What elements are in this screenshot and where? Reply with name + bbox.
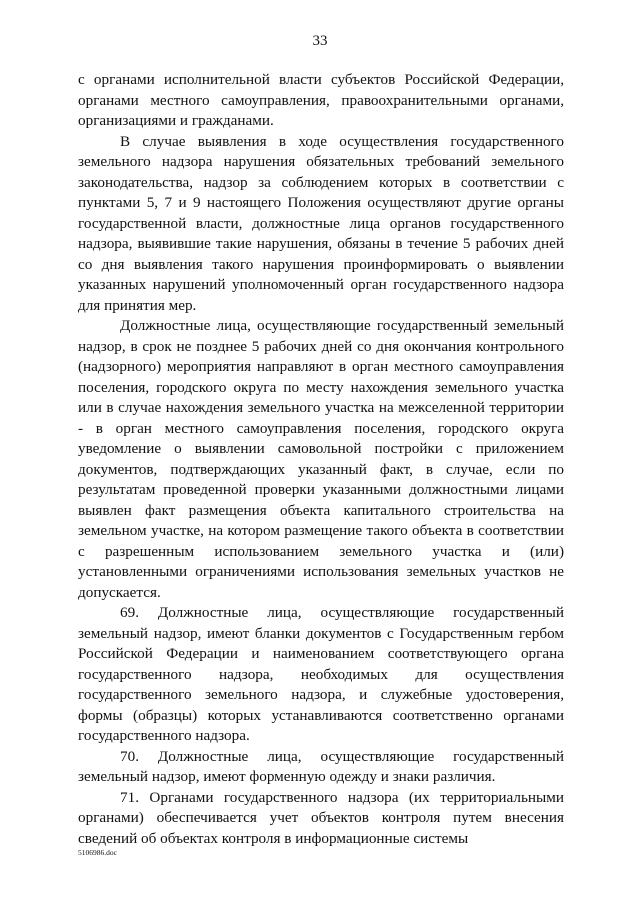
paragraph-item-71: 71. Органами государственного надзора (их территориальными органами) обеспечивается учет объектов контроля путем внесения сведений об объектах контроля в информационные системы: [78, 788, 564, 847]
paragraph-violation-reporting: В случае выявления в ходе осуществления государственного земельного надзора нарушения обязательных требований земельного законодательства, надзор за соблюдением которых в соответствии с пунктами 5, 7 и 9 настоящего Положения осуществляют другие органы государственной власти, должностные лица органов государственного надзора, выявившие такие нарушения, обязаны в течение 5 рабочих дней со дня выявления такого нарушения проинформировать о выявлении указанных нарушений уполномоченный орган государственного надзора для принятия мер.: [78, 132, 564, 314]
page-number: 33: [312, 33, 328, 49]
document-body: [78, 70, 564, 849]
footer-filename: 5106986.doc: [78, 848, 117, 857]
paragraph-continuation: с органами исполнительной власти субъектов Российской Федерации, органами местного самоуправления, правоохранительными органами, организациями и гражданами.: [78, 71, 564, 129]
paragraph-item-70: 70. Должностные лица, осуществляющие государственный земельный надзор, имеют форменную одежду и знаки различия.: [78, 747, 564, 785]
paragraph-unauthorized-construction: Должностные лица, осуществляющие государственный земельный надзор, в срок не позднее 5 рабочих дней со дня окончания контрольного (надзорного) мероприятия направляют в орган местного самоуправления поселения, городского округа по месту нахождения земельного участка или в случае нахождения земельного участка на межселенной территории - в орган местного самоуправления поселения, городского округа уведомление о выявлении самовольной постройки с приложением документов, подтверждающих указанный факт, в случае, если по результатам проведенной проверки указанными должностными лицами выявлен факт размещения объекта капитального строительства на земельном участке, на котором размещение такого объекта в соответствии с разрешенным использованием земельного участка и (или) установленными ограничениями использования земельных участков не допускается.: [78, 317, 564, 601]
paragraph-item-69: 69. Должностные лица, осуществляющие государственный земельный надзор, имеют бланки документов с Государственным гербом Российской Федерации и наименованием соответствующего органа государственного надзора, необходимых для осуществления государственного земельного надзора, и служебные удостоверения, формы (образцы) которых устанавливаются соответственно органами государственного надзора.: [78, 604, 564, 744]
